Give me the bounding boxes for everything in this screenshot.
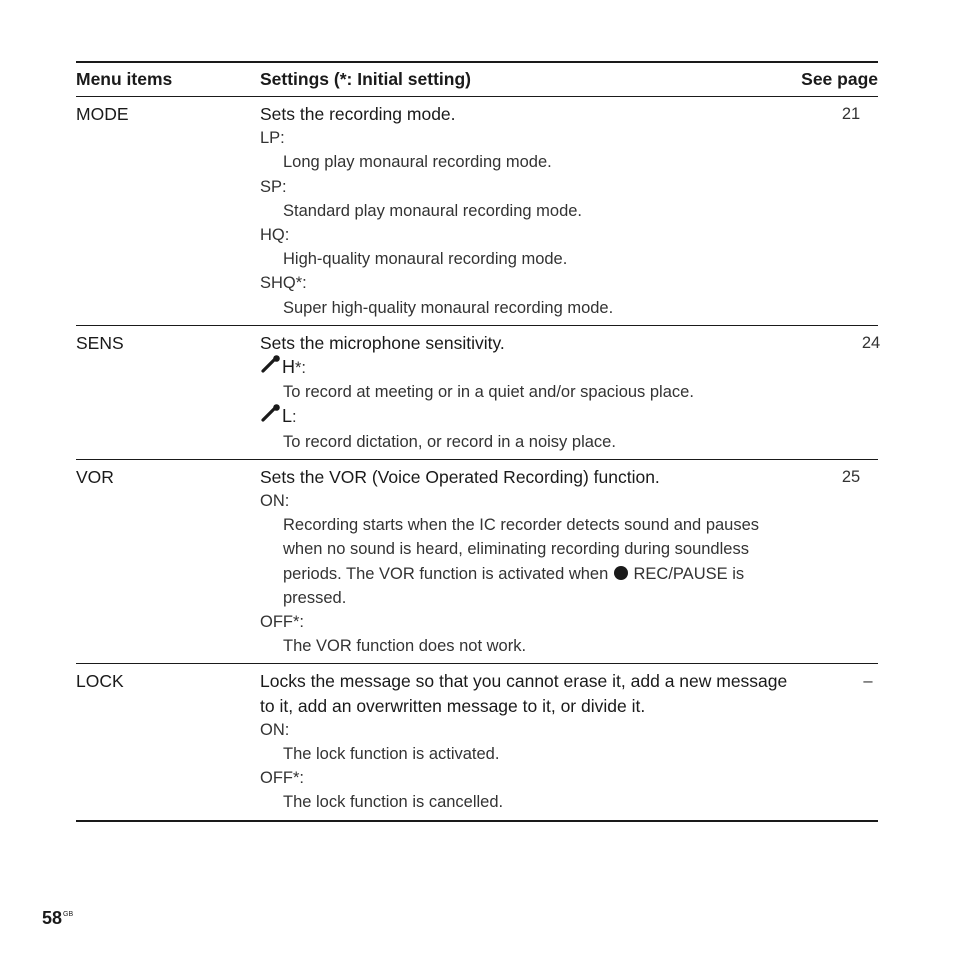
setting-description: Sets the VOR (Voice Operated Recording) function.: [260, 466, 660, 487]
option-text: [260, 513, 783, 610]
option-label: HQ:: [260, 226, 290, 245]
page-number-value: 58: [42, 908, 63, 928]
table-row-vor: [76, 460, 878, 665]
settings-cell: [260, 465, 783, 659]
option-label: [260, 404, 297, 429]
see-page: 25: [841, 467, 861, 486]
option-text: To record dictation, or record in a noisy place.: [283, 432, 616, 451]
header-settings: Settings (*: Initial setting): [260, 69, 471, 89]
option-text-end: REC/PAUSE is pressed.: [283, 564, 745, 607]
option-label: SP:: [260, 177, 287, 196]
option-text: The lock function is cancelled.: [283, 793, 504, 812]
option-label: OFF*:: [260, 613, 304, 632]
microphone-icon: [260, 355, 282, 373]
option-text-start: Recording starts when the IC recorder detects sound and pauses when no sound is heard, eliminating recording during soundless periods. The VOR function is activated when: [283, 516, 760, 583]
table-row-sens: [76, 326, 881, 460]
header-menu-items: Menu items: [76, 69, 173, 89]
option-label: ON:: [260, 492, 290, 511]
see-page: 21: [841, 105, 861, 123]
option-label: OFF*:: [260, 769, 304, 788]
option-label: [260, 355, 306, 380]
setting-description: Sets the recording mode.: [260, 104, 456, 124]
menu-item: MODE: [76, 104, 129, 124]
see-page: 24: [861, 333, 881, 352]
sensitivity-letter: H: [282, 357, 295, 378]
table-row-lock: [76, 664, 878, 821]
setting-description: Locks the message so that you cannot erase it, add a new message to it, add an overwritten message to it, or divide it.: [260, 671, 788, 716]
option-text: High-quality monaural recording mode.: [283, 250, 568, 269]
option-label: LP:: [260, 129, 285, 148]
menu-item: LOCK: [76, 671, 124, 692]
sensitivity-letter: L: [282, 406, 293, 427]
option-text: To record at meeting or in a quiet and/or spacious place.: [283, 383, 694, 402]
see-page: –: [863, 672, 873, 691]
option-label: SHQ*:: [260, 274, 307, 293]
option-suffix: *:: [295, 359, 307, 378]
settings-cell: [260, 102, 783, 320]
menu-item: VOR: [76, 466, 114, 487]
record-button-icon: [614, 566, 628, 580]
header-see-page: See page: [801, 69, 878, 89]
option-suffix: :: [292, 408, 297, 427]
table-row-mode: [76, 97, 878, 326]
settings-cell: [260, 669, 800, 814]
settings-table: [76, 61, 881, 822]
menu-item: SENS: [76, 332, 124, 353]
settings-cell: [260, 331, 803, 454]
option-text: Long play monaural recording mode.: [283, 153, 552, 172]
option-label: ON:: [260, 720, 290, 739]
option-text: The lock function is activated.: [283, 745, 500, 764]
option-text: Standard play monaural recording mode.: [283, 201, 583, 220]
setting-description: Sets the microphone sensitivity.: [260, 332, 505, 353]
table-header: [76, 63, 878, 97]
option-text: The VOR function does not work.: [283, 637, 527, 656]
page-number: [42, 908, 73, 929]
page-number-suffix: GB: [63, 911, 74, 918]
microphone-icon: [260, 404, 282, 422]
option-text: Super high-quality monaural recording mode.: [283, 298, 614, 317]
